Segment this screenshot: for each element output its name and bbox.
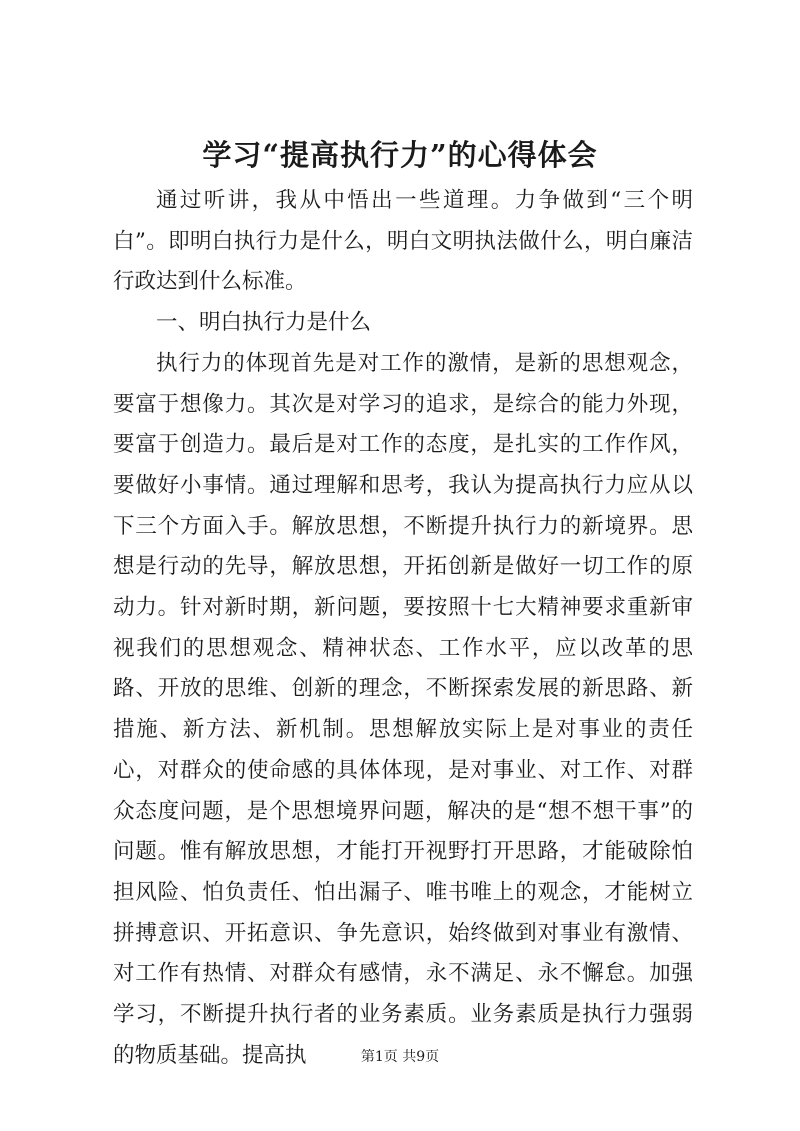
- page-footer: 第1页 共9页: [360, 1049, 440, 1065]
- document-body: [113, 181, 693, 1076]
- document-title: 学习“提高执行力”的心得体会: [202, 138, 598, 172]
- paragraph-intro: 通过听讲，我从中悟出一些道理。力争做到“三个明白”。即明白执行力是什么，明白文明执法做什么，明白廉洁行政达到什么标准。: [113, 188, 693, 295]
- section-heading: 一、明白执行力是什么: [156, 310, 372, 336]
- paragraph-main: 执行力的体现首先是对工作的激情，是新的思想观念，要富于想像力。其次是对学习的追求，是综合的能力外现，要富于创造力。最后是对工作的态度，是扎实的工作作风，要做好小事情。通过理解和思考，我认为提高执行力应从以下三个方面入手。解放思想，不断提升执行力的新境界。思想是行动的先导，解放思想，开拓创新是做好一切工作的原动力。针对新时期，新问题，要按照十七大精神要求重新审视我们的思想观念、精神状态、工作水平，应以改革的思路、开放的思维、创新的理念，不断探索发展的新思路、新措施、新方法、新机制。思想解放实际上是对事业的责任心，对群众的使命感的具体体现，是对事业、对工作、对群众态度问题，是个思想境界问题，解决的是“想不想干事”的问题。惟有解放思想，才能打开视野打开思路，才能破除怕担风险、怕负责任、怕出漏子、唯书唯上的观念，才能树立拼搏意识、开拓意识、争先意识，始终做到对事业有激情、对工作有热情、对群众有感情，永不满足、永不懈怠。加强学习，不断提升执行者的业务素质。业务素质是执行力强弱的物质基础。提高执: [113, 350, 693, 1068]
